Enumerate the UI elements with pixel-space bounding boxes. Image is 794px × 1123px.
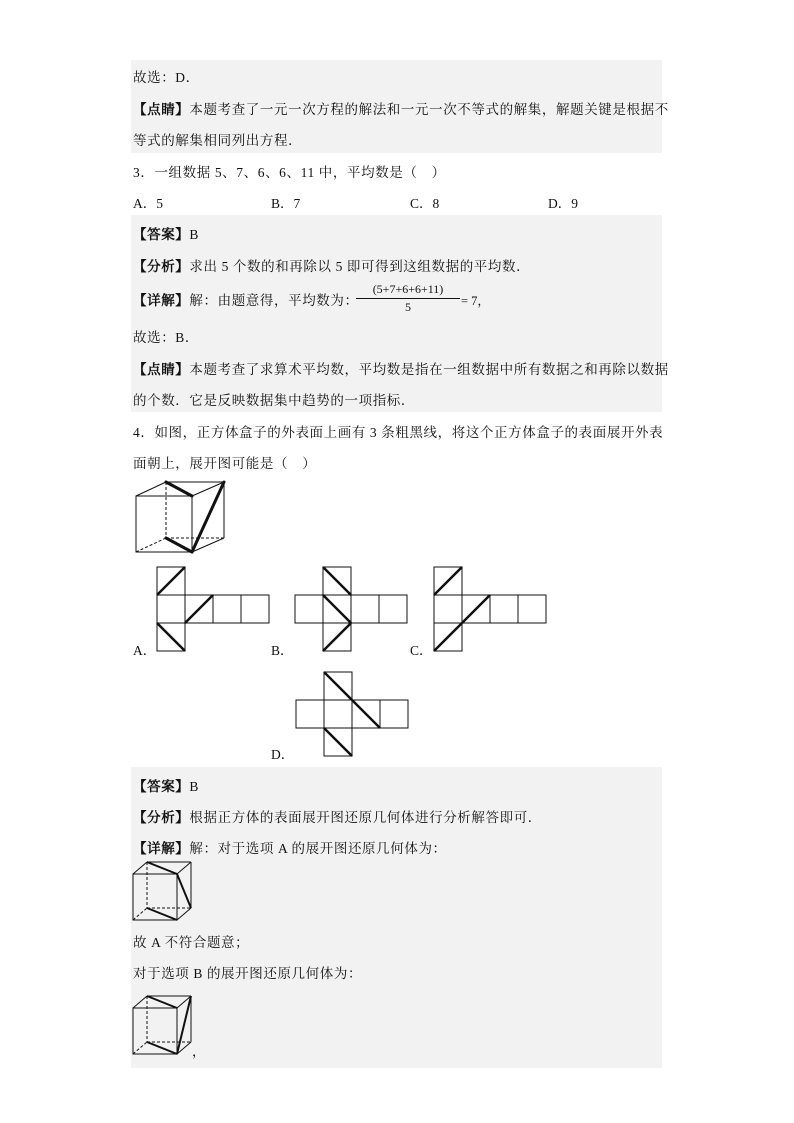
q3-stem: 3．一组数据 5、7、6、6、11 中，平均数是（ ） <box>133 165 446 180</box>
q4-trailing-comma: ， <box>192 1044 206 1059</box>
comment-text: 本题考查了求算术平均数，平均数是指在一组数据中所有数据之和再除以数据 <box>189 362 669 377</box>
net-label-a: A． <box>133 643 157 658</box>
q4-detail-b: 对于选项 B 的展开图还原几何体为： <box>133 966 363 981</box>
analysis-tag: 【分析】 <box>133 259 190 274</box>
answer-tag: 【答案】 <box>133 227 190 242</box>
answer-tag: 【答案】 <box>133 779 190 794</box>
answer-value: B <box>189 779 200 794</box>
q3-comment-line1 <box>133 358 669 378</box>
q3-comment-line2: 的个数．它是反映数据集中趋势的一项指标． <box>133 393 415 408</box>
net-label-d: D． <box>271 747 295 762</box>
detail-tag: 【详解】 <box>133 841 190 856</box>
restored-cube-a <box>131 860 195 924</box>
analysis-text: 根据正方体的表面展开图还原几何体进行分析解答即可． <box>189 810 542 825</box>
q3-analysis <box>133 255 530 275</box>
detail-text: 解：对于选项 A 的展开图还原几何体为： <box>189 841 447 856</box>
net-option-d <box>295 671 409 758</box>
q4-stem-line1: 4．如图，正方体盒子的外表面上画有 3 条粗黑线，将这个正方体盒子的表面展开外表 <box>133 425 664 440</box>
comment-tag: 【点睛】 <box>133 102 190 117</box>
fraction-numerator: (5+7+6+6+11) <box>356 282 460 299</box>
restored-cube-b <box>131 994 195 1058</box>
comment-tag: 【点睛】 <box>133 362 190 377</box>
detail-tag: 【详解】 <box>133 293 190 308</box>
q4-answer <box>133 775 199 795</box>
detail-text: 解：由题意得，平均数为： <box>189 293 359 308</box>
net-option-c <box>433 566 547 653</box>
q3-answer <box>133 223 199 243</box>
q3-detail-result: = 7， <box>461 294 490 308</box>
q3-option-b: B．7 <box>271 196 301 211</box>
cube-figure <box>133 478 233 558</box>
net-option-b <box>294 566 408 653</box>
net-label-c: C． <box>410 643 433 658</box>
answer-value: B <box>189 227 200 242</box>
q4-stem-line2: 面朝上，展开图可能是（ ） <box>133 456 317 471</box>
fraction-denominator: 5 <box>405 300 411 314</box>
net-label-b: B． <box>271 643 294 658</box>
q3-detail <box>133 289 359 309</box>
net-option-a <box>156 566 270 653</box>
q3-fraction <box>356 282 460 315</box>
q3-option-a: A．5 <box>133 196 163 211</box>
choice-line-prev: 故选：D． <box>133 70 200 85</box>
q4-detail-a <box>133 837 447 857</box>
comment-text: 本题考查了一元一次方程的解法和一元一次不等式的解集，解题关键是根据不 <box>189 102 669 117</box>
analysis-tag: 【分析】 <box>133 810 190 825</box>
q3-option-c: C．8 <box>410 196 440 211</box>
comment-prev-line1 <box>133 98 669 118</box>
analysis-text: 求出 5 个数的和再除以 5 即可得到这组数据的平均数． <box>189 259 531 274</box>
q3-option-d: D．9 <box>548 196 578 211</box>
comment-prev-line2: 等式的解集相同列出方程． <box>133 133 303 148</box>
q3-choice: 故选：B． <box>133 330 200 345</box>
q4-analysis <box>133 806 542 826</box>
q4-conclusion-a: 故 A 不符合题意； <box>133 935 250 950</box>
